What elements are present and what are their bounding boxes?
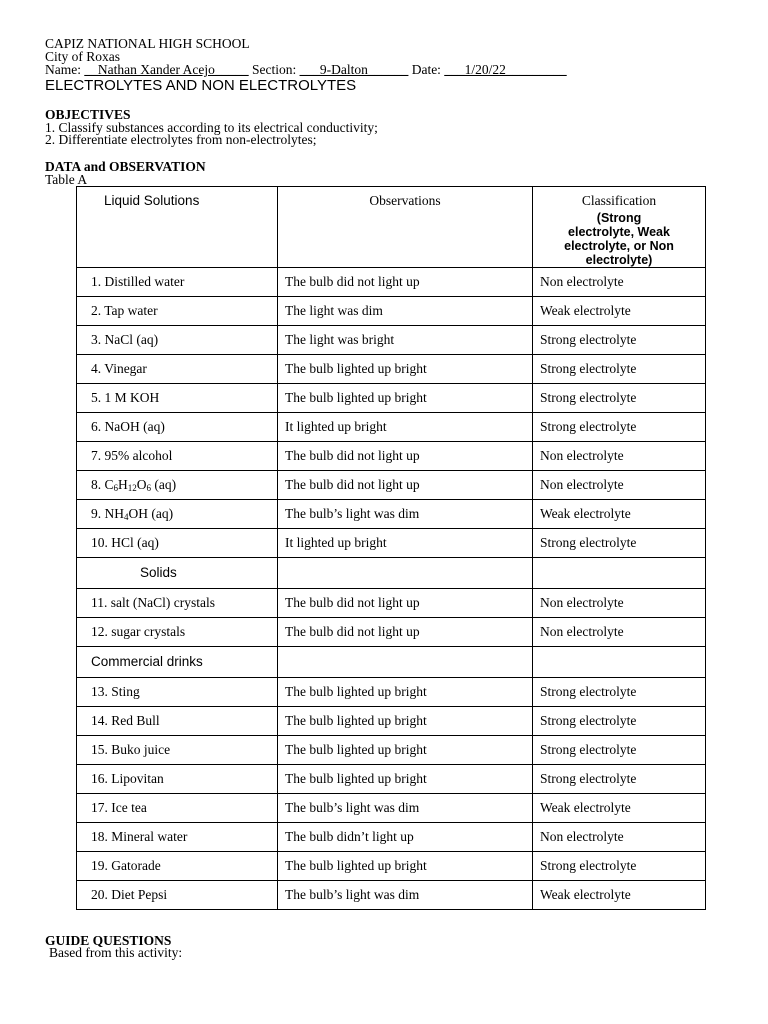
classification-cell-text: Strong electrolyte: [540, 390, 637, 405]
table-row: [77, 500, 706, 529]
data-heading: DATA and OBSERVATION: [45, 159, 206, 174]
observation-cell-text: The bulb lighted up bright: [285, 684, 427, 699]
classification-cell: [533, 618, 706, 647]
table-row: [77, 471, 706, 500]
substance-cell-text: 11. salt (NaCl) crystals: [91, 595, 215, 610]
substance-cell: [77, 765, 278, 794]
classification-cell: [533, 794, 706, 823]
observation-cell: [278, 852, 533, 881]
page-title: ELECTROLYTES AND NON ELECTROLYTES: [45, 77, 357, 94]
table-row: [77, 852, 706, 881]
classification-cell: [533, 529, 706, 558]
substance-cell-text: 5. 1 M KOH: [91, 390, 160, 405]
observation-cell-text: It lighted up bright: [285, 419, 387, 434]
data-table: [76, 186, 706, 910]
observation-cell-text: The bulb lighted up bright: [285, 771, 427, 786]
observation-cell-text: The bulb did not light up: [285, 624, 420, 639]
observation-cell: [278, 384, 533, 413]
substance-cell: [77, 500, 278, 529]
table-row: [77, 413, 706, 442]
empty-cell: [278, 558, 533, 589]
name-value: __Nathan Xander Acejo_____: [84, 62, 249, 77]
classification-cell-text: Non electrolyte: [540, 274, 624, 289]
table-row: [77, 384, 706, 413]
substance-cell: [77, 618, 278, 647]
observation-cell-text: The light was bright: [285, 332, 395, 347]
observation-cell-text: The bulb lighted up bright: [285, 713, 427, 728]
observation-cell: [278, 442, 533, 471]
observation-cell: [278, 413, 533, 442]
observation-cell-text: The bulb’s light was dim: [285, 506, 420, 521]
observation-cell: [278, 823, 533, 852]
guide-heading: GUIDE QUESTIONS: [45, 933, 172, 948]
observation-cell-text: The bulb did not light up: [285, 477, 420, 492]
table-label: Table A: [45, 172, 88, 187]
section-row: [77, 647, 706, 678]
objective-item: 2. Differentiate electrolytes from non-electrolytes;: [45, 132, 317, 147]
table-row: [77, 268, 706, 297]
substance-cell-text: 10. HCl (aq): [91, 535, 159, 550]
classification-cell-text: Weak electrolyte: [540, 800, 631, 815]
table-row: [77, 442, 706, 471]
observation-cell: [278, 326, 533, 355]
substance-cell-text: 18. Mineral water: [91, 829, 188, 844]
classification-cell-text: Strong electrolyte: [540, 361, 637, 376]
substance-cell: [77, 589, 278, 618]
section-label: Section:: [251, 62, 297, 77]
observation-cell-text: The bulb’s light was dim: [285, 800, 420, 815]
observation-cell-text: The bulb did not light up: [285, 595, 420, 610]
observation-cell: [278, 794, 533, 823]
substance-cell-text: 19. Gatorade: [91, 858, 161, 873]
substance-cell: [77, 413, 278, 442]
classification-cell: [533, 707, 706, 736]
observation-cell: [278, 707, 533, 736]
observation-cell: [278, 678, 533, 707]
table-row: [77, 707, 706, 736]
header-observations: Observations: [369, 193, 441, 208]
date-label: Date:: [411, 62, 441, 77]
substance-cell: [77, 384, 278, 413]
date-value: ___1/20/22_________: [444, 62, 567, 77]
table-header-row: [77, 187, 706, 268]
substance-cell: [77, 881, 278, 910]
classification-cell-text: Weak electrolyte: [540, 506, 631, 521]
classification-cell-text: Non electrolyte: [540, 624, 624, 639]
classification-cell: [533, 413, 706, 442]
observation-cell: [278, 471, 533, 500]
classification-cell-text: Strong electrolyte: [540, 742, 637, 757]
header-cell: [77, 187, 278, 268]
observation-cell: [278, 529, 533, 558]
substance-cell: [77, 823, 278, 852]
classification-cell-text: Non electrolyte: [540, 829, 624, 844]
observation-cell: [278, 618, 533, 647]
classification-cell-text: Non electrolyte: [540, 448, 624, 463]
table-row: [77, 678, 706, 707]
classification-cell: [533, 500, 706, 529]
classification-cell-text: Strong electrolyte: [540, 535, 637, 550]
observation-cell: [278, 765, 533, 794]
substance-cell-text: 3. NaCl (aq): [91, 332, 159, 347]
observation-cell: [278, 736, 533, 765]
section-label: Commercial drinks: [91, 654, 203, 669]
substance-cell: [77, 442, 278, 471]
substance-cell-text: 8. $C_6H_{12}O_6$ (aq): [91, 477, 177, 493]
objective-item: 1. Classify substances according to its electrical conductivity;: [45, 120, 378, 135]
substance-cell: [77, 852, 278, 881]
classification-cell-text: Weak electrolyte: [540, 887, 631, 902]
observation-cell: [278, 268, 533, 297]
substance-cell: [77, 678, 278, 707]
classification-cell: [533, 442, 706, 471]
observation-cell-text: The bulb did not light up: [285, 274, 420, 289]
table-row: [77, 589, 706, 618]
classification-cell-text: Strong electrolyte: [540, 684, 637, 699]
table-row: [77, 736, 706, 765]
substance-cell-text: 2. Tap water: [91, 303, 158, 318]
substance-cell-text: 14. Red Bull: [91, 713, 160, 728]
section-label-cell: [77, 647, 278, 678]
observation-cell-text: The bulb’s light was dim: [285, 887, 420, 902]
classification-cell: [533, 297, 706, 326]
observation-cell: [278, 500, 533, 529]
substance-cell-text: 16. Lipovitan: [91, 771, 164, 786]
objectives-heading: OBJECTIVES: [45, 107, 131, 122]
substance-cell: [77, 794, 278, 823]
observation-cell-text: The bulb lighted up bright: [285, 361, 427, 376]
classification-cell: [533, 355, 706, 384]
observation-cell-text: The light was dim: [285, 303, 383, 318]
classification-cell-text: Strong electrolyte: [540, 713, 637, 728]
classification-cell: [533, 852, 706, 881]
substance-cell-text: 7. 95% alcohol: [91, 448, 173, 463]
observation-cell-text: It lighted up bright: [285, 535, 387, 550]
observation-cell-text: The bulb didn’t light up: [285, 829, 414, 844]
classification-cell-text: Strong electrolyte: [540, 419, 637, 434]
observation-cell: [278, 881, 533, 910]
substance-cell: [77, 529, 278, 558]
classification-cell: [533, 765, 706, 794]
substance-cell: [77, 326, 278, 355]
table-row: [77, 297, 706, 326]
substance-cell: [77, 736, 278, 765]
substance-cell: [77, 268, 278, 297]
table-row: [77, 765, 706, 794]
substance-cell-text: 13. Sting: [91, 684, 140, 699]
header-liquid-solutions: Liquid Solutions: [104, 193, 200, 208]
classification-cell: [533, 326, 706, 355]
classification-cell: [533, 384, 706, 413]
table-row: [77, 794, 706, 823]
school-name: CAPIZ NATIONAL HIGH SCHOOL: [45, 36, 250, 51]
header-classification: Classification: [581, 193, 657, 208]
classification-cell: [533, 268, 706, 297]
observation-cell: [278, 297, 533, 326]
substance-cell-text: 15. Buko juice: [91, 742, 171, 757]
observation-cell-text: The bulb lighted up bright: [285, 742, 427, 757]
table-row: [77, 823, 706, 852]
substance-cell-text: 17. Ice tea: [91, 800, 147, 815]
substance-cell: [77, 471, 278, 500]
observation-cell-text: The bulb lighted up bright: [285, 390, 427, 405]
table-row: [77, 618, 706, 647]
section-label: Solids: [140, 565, 177, 580]
classification-cell: [533, 823, 706, 852]
classification-cell-text: Strong electrolyte: [540, 771, 637, 786]
table-row: [77, 326, 706, 355]
classification-cell-text: Strong electrolyte: [540, 858, 637, 873]
name-label: Name:: [45, 62, 81, 77]
classification-cell: [533, 678, 706, 707]
section-row: [77, 558, 706, 589]
substance-cell-text: 6. NaOH (aq): [91, 419, 165, 434]
substance-cell: [77, 355, 278, 384]
classification-cell: [533, 736, 706, 765]
guide-intro: Based from this activity:: [49, 945, 183, 960]
classification-cell-text: Non electrolyte: [540, 595, 624, 610]
substance-cell-text: 9. $NH_4OH$ (aq): [91, 506, 174, 522]
substance-cell-text: 12. sugar crystals: [91, 624, 186, 639]
section-value: ___9-Dalton______: [299, 62, 409, 77]
observation-cell-text: The bulb lighted up bright: [285, 858, 427, 873]
substance-cell-text: 4. Vinegar: [91, 361, 147, 376]
observation-cell: [278, 589, 533, 618]
header-classification-options: (Strong electrolyte, Weak electrolyte, or Non electrolyte): [564, 211, 674, 267]
classification-cell: [533, 881, 706, 910]
empty-cell: [533, 647, 706, 678]
empty-cell: [533, 558, 706, 589]
substance-cell-text: 20. Diet Pepsi: [91, 887, 168, 902]
table-row: [77, 881, 706, 910]
classification-cell: [533, 471, 706, 500]
substance-cell-text: 1. Distilled water: [91, 274, 185, 289]
classification-cell-text: Strong electrolyte: [540, 332, 637, 347]
classification-cell: [533, 589, 706, 618]
observation-cell: [278, 355, 533, 384]
header-cell: [278, 187, 533, 268]
student-info-line: [45, 63, 567, 76]
table-row: [77, 529, 706, 558]
table-row: [77, 355, 706, 384]
header-cell: [533, 187, 706, 268]
section-label-cell: [77, 558, 278, 589]
empty-cell: [278, 647, 533, 678]
substance-cell: [77, 297, 278, 326]
city-name: City of Roxas: [45, 49, 121, 64]
substance-cell: [77, 707, 278, 736]
observation-cell-text: The bulb did not light up: [285, 448, 420, 463]
classification-cell-text: Weak electrolyte: [540, 303, 631, 318]
classification-cell-text: Non electrolyte: [540, 477, 624, 492]
